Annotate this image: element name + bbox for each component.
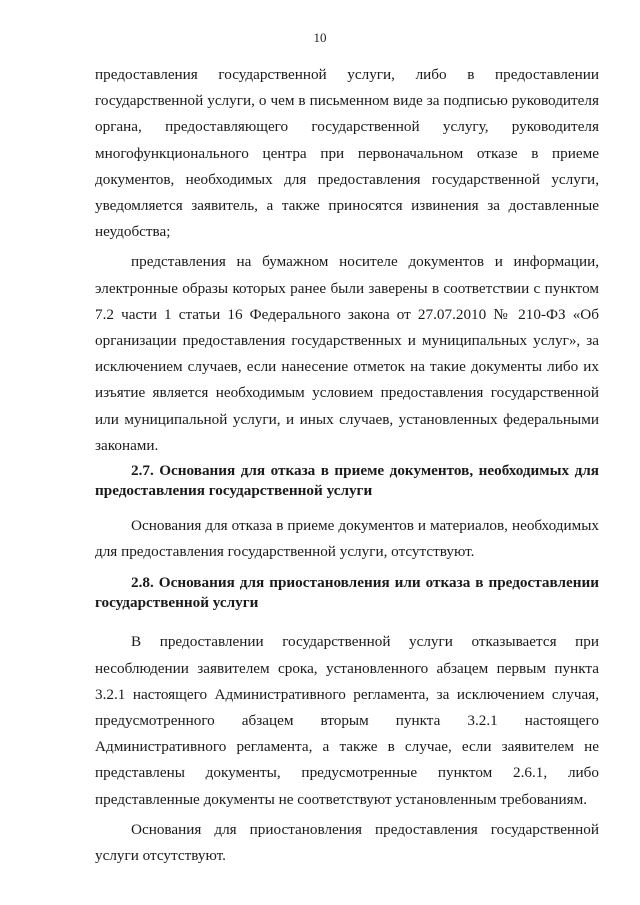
paragraph-paper-documents: представления на бумажном носителе документов и информации, электронные образы которых ранее были заверены в соответствии с пунктом 7.2 части 1 статьи 16 Федерального закона от 27.07.2010 № 210-ФЗ «Об организации предоставления государственных и муниципальных услуг», за исключением случаев, если нанесение отметок на такие документы либо их изъятие является необходимым условием предоставления государственной или муниципальной услуги, и иных случаев, установленных федеральными законами. xyxy=(95,253,599,454)
paragraph-refusal-notification: предоставления государственной услуги, либо в предоставлении государственной услуги, о чем в письменном виде за подписью руководителя органа, предоставляющего государственной услугу, руководителя многофункционального центра при первоначальном отказе в приеме документов, необходимых для предоставления государственной услуги, уведомляется заявитель, а также приносятся извинения за доставленные неудобства; xyxy=(95,66,599,241)
document-body xyxy=(95,62,599,869)
section-heading-2-8: 2.8. Основания для приостановления или отказа в предоставлении государственной услуги xyxy=(95,574,599,612)
paragraph-no-grounds-refusal: Основания для отказа в приеме документов и материалов, необходимых для предоставления государственной услуги, отсутствуют. xyxy=(95,517,599,561)
page-number: 10 xyxy=(313,30,327,45)
paragraph-refusal-conditions: В предоставлении государственной услуги отказывается при несоблюдении заявителем срока, установленного абзацем первым пункта 3.2.1 настоящего Административного регламента, за исключением случая, предусмотренного абзацем вторым пункта 3.2.1 настоящего Административного регламента, а также в случае, если заявителем не представлены документы, предусмотренные пунктом 2.6.1, либо представленные документы не соответствуют установленным требованиям. xyxy=(95,633,599,808)
section-heading-2-7: 2.7. Основания для отказа в приеме документов, необходимых для предоставления государственной услуги xyxy=(95,462,599,500)
paragraph-no-grounds-suspension: Основания для приостановления предоставления государственной услуги отсутствуют. xyxy=(95,820,599,865)
